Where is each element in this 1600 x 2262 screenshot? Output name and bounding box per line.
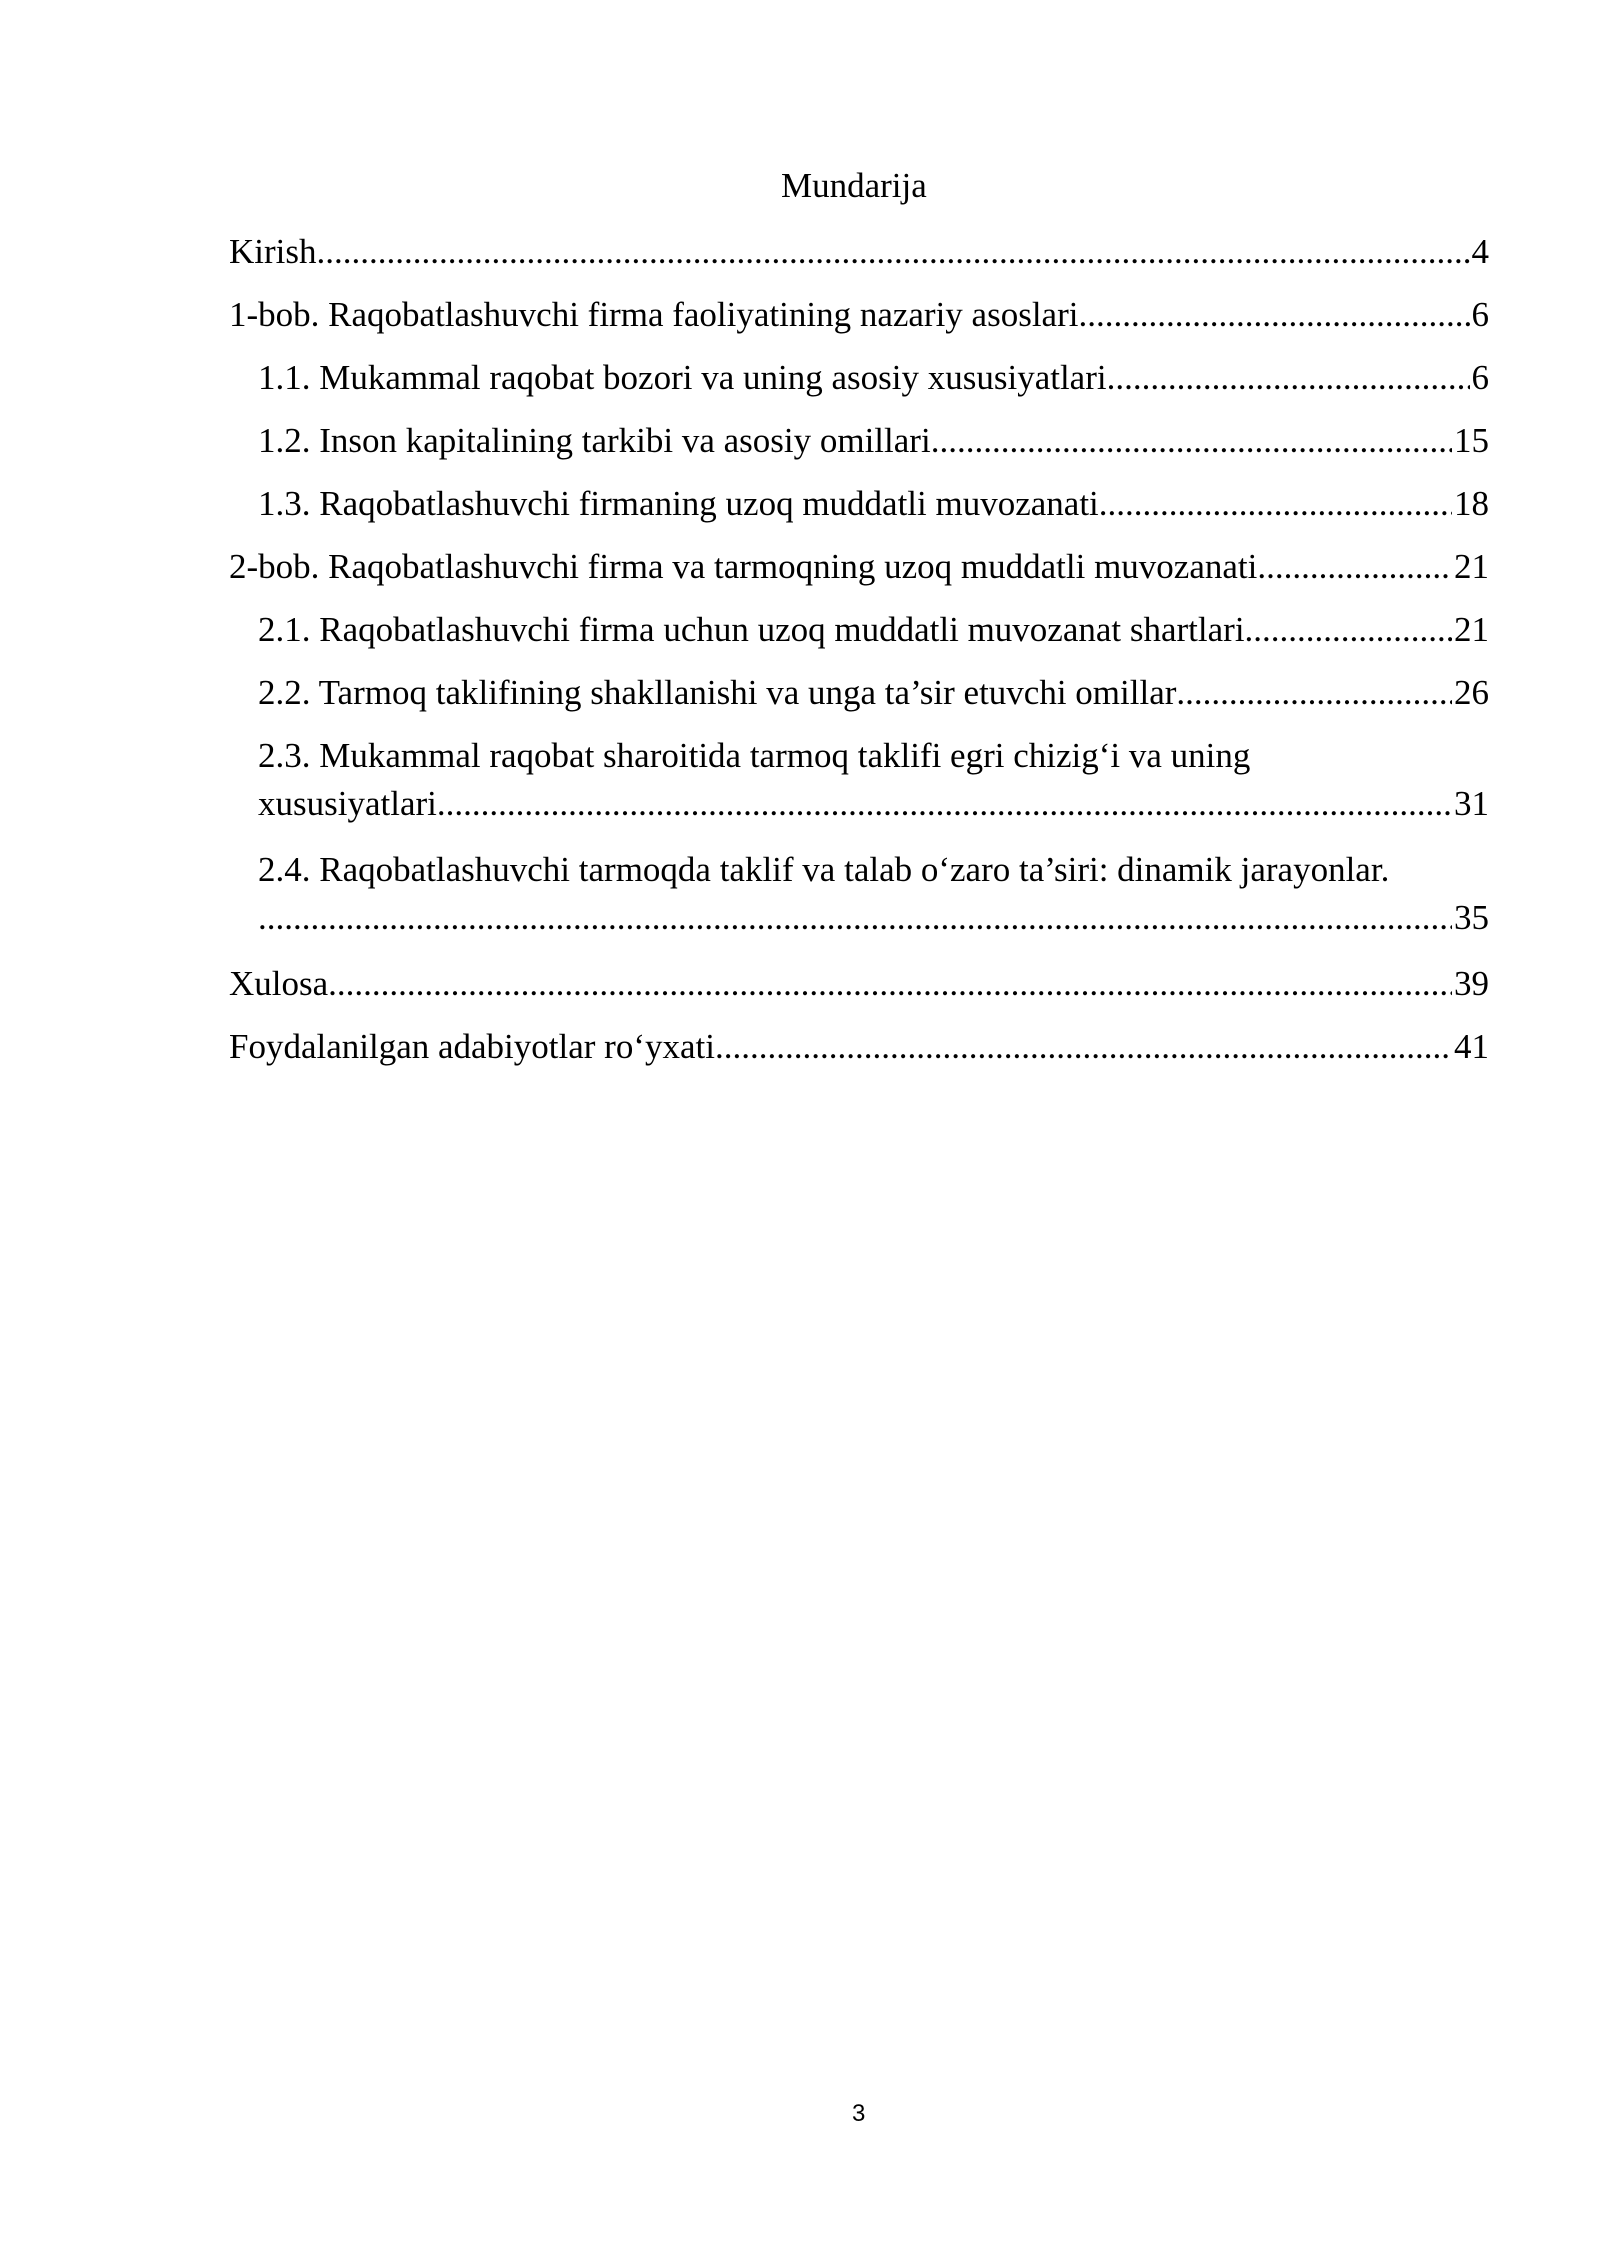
page-title-text: Mundarija [781,166,927,205]
toc-entry-title: Foydalanilgan adabiyotlar ro‘yxati [229,1027,715,1066]
toc-entry-page: 26 [1454,673,1489,712]
toc-entry-section-1-3[interactable] [258,480,1489,528]
toc-entry-title: 1.2. Inson kapitalining tarkibi va asosiy omillari [258,421,931,460]
toc-entry-page: 4 [1471,232,1489,271]
toc-entry-section-2-3[interactable] [258,732,1489,828]
toc-entry-page: 41 [1454,1027,1489,1066]
toc-dot-leader [1257,543,1452,591]
toc-dot-leader [931,417,1452,465]
toc-entry-xulosa[interactable] [229,960,1489,1008]
toc-entry-bibliography[interactable] [229,1023,1489,1071]
toc-entry-title: 2.2. Tarmoq taklifining shakllanishi va unga ta’sir etuvchi omillar [258,673,1177,712]
toc-entry-section-1-2[interactable] [258,417,1489,465]
toc-entry-title-continued: xususiyatlari [258,784,437,823]
toc-entry-page: 21 [1454,547,1489,586]
toc-entry-page: 21 [1454,610,1489,649]
toc-dot-leader [317,228,1470,276]
toc-entry-title: 1.3. Raqobatlashuvchi firmaning uzoq muddatli muvozanati [258,484,1099,523]
toc-entry-page: 39 [1454,964,1489,1003]
toc-entry-section-1-1[interactable] [258,354,1489,402]
toc-entry-page: 35 [1454,898,1489,937]
toc-dot-leader [1245,606,1452,654]
toc-dot-leader [437,780,1452,828]
toc-dot-leader [715,1023,1452,1071]
toc-entry-title: Xulosa [229,964,329,1003]
toc-entry-title: 2-bob. Raqobatlashuvchi firma va tarmoqning uzoq muddatli muvozanati [229,547,1258,586]
toc-entry-chapter-2[interactable] [229,543,1489,591]
toc-entry-title: 2.1. Raqobatlashuvchi firma uchun uzoq muddatli muvozanat shartlari [258,610,1245,649]
toc-dot-leader [1107,354,1470,402]
toc-entry-title: 1-bob. Raqobatlashuvchi firma faoliyatining nazariy asoslari [229,295,1079,334]
toc-entry-section-2-2[interactable] [258,669,1489,717]
toc-dot-leader [1099,480,1452,528]
toc-entry-section-2-4[interactable] [258,846,1489,942]
toc-entry-page: 6 [1471,358,1489,397]
toc-entry-page: 6 [1471,295,1489,334]
toc-entry-kirish[interactable] [229,228,1489,276]
toc-entry-section-2-1[interactable] [258,606,1489,654]
toc-entry-page: 18 [1454,484,1489,523]
toc-dot-leader [328,960,1452,1008]
toc-dot-leader [258,894,1452,942]
toc-entry-page: 31 [1454,784,1489,823]
toc-entry-title: 2.4. Raqobatlashuvchi tarmoqda taklif va talab o‘zaro ta’siri: dinamik jarayonlar. [258,850,1390,889]
toc-entry-title: 1.1. Mukammal raqobat bozori va uning asosiy xususiyatlari [258,358,1107,397]
toc-dot-leader [1078,291,1469,339]
toc-entry-chapter-1[interactable] [229,291,1489,339]
toc-entry-page: 15 [1454,421,1489,460]
page-number-text: 3 [852,2100,866,2127]
toc-dot-leader [1176,669,1452,717]
toc-entry-title: Kirish [229,232,317,271]
toc-entry-title: 2.3. Mukammal raqobat sharoitida tarmoq taklifi egri chizig‘i va uning [258,736,1251,775]
